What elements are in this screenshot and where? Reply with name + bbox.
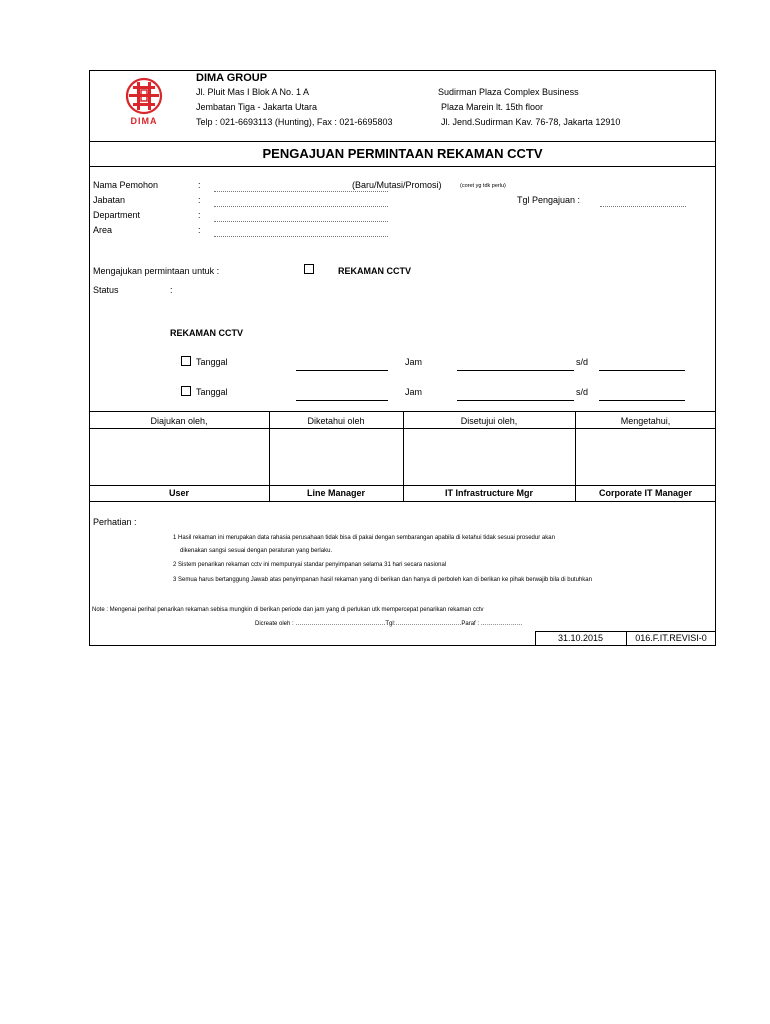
- colon: :: [198, 225, 201, 235]
- sig-role-line-manager: Line Manager: [306, 488, 365, 498]
- note-item-2: 2 Sistem penarikan rekaman cctv ini mempunyai standar penyimpanan selama 31 hari secara nasional: [173, 562, 447, 568]
- rekaman-cctv-option: REKAMAN CCTV: [338, 266, 411, 276]
- address-right-3: Jl. Jend.Sudirman Kav. 76-78, Jakarta 12910: [441, 117, 621, 127]
- jam-field-1[interactable]: [457, 370, 574, 371]
- footer-doc-code: 016.F.IT.REVISI-0: [635, 633, 707, 643]
- dicreate-line: Dicreate oleh : ………………………………………Tgl:……………………………Paraf : …………………: [255, 621, 523, 627]
- colon: :: [198, 195, 201, 205]
- address-right-2: Plaza Marein lt. 15th floor: [441, 102, 544, 112]
- nama-pemohon-field[interactable]: [214, 191, 388, 192]
- page-title: PENGAJUAN PERMINTAAN REKAMAN CCTV: [262, 146, 543, 161]
- label-tanggal-1: Tanggal: [196, 357, 228, 367]
- company-name: DIMA GROUP: [196, 72, 268, 84]
- status-colon: :: [170, 285, 173, 295]
- colon: :: [198, 180, 201, 190]
- sd-field-2[interactable]: [599, 400, 685, 401]
- label-jabatan: Jabatan: [93, 195, 126, 205]
- note-item-1-cont: dikenakan sangsi sesuai dengan peraturan yang berlaku.: [180, 548, 333, 554]
- label-status: Status: [93, 285, 119, 295]
- title-divider: [89, 166, 716, 167]
- address-right-1: Sudirman Plaza Complex Business: [438, 87, 579, 97]
- label-jam-1: Jam: [405, 357, 423, 367]
- label-tanggal-2: Tanggal: [196, 387, 228, 397]
- address-left-1: Jl. Pluit Mas I Blok A No. 1 A: [196, 87, 310, 97]
- sig-header-diketahui: Diketahui oleh: [307, 416, 365, 426]
- label-sd-2: s/d: [576, 387, 589, 397]
- tanggal-checkbox-1[interactable]: [181, 356, 191, 366]
- tanggal-checkbox-2[interactable]: [181, 386, 191, 396]
- rekaman-cctv-heading: REKAMAN CCTV: [170, 328, 243, 338]
- logo-text: DIMA: [130, 116, 158, 126]
- perhatian-label: Perhatian :: [93, 517, 137, 527]
- sd-field-1[interactable]: [599, 370, 685, 371]
- label-area: Area: [93, 225, 113, 235]
- area-field[interactable]: [214, 236, 388, 237]
- note-text: Note : Mengenai perihal penarikan rekaman sebisa mungkin di berikan periode dan jam yang di perlukan utk mempercepat penarikan rekaman cctv: [92, 607, 484, 613]
- coret-note: (coret yg tdk perlu): [460, 183, 506, 189]
- sig-header-disetujui: Disetujui oleh,: [460, 416, 518, 426]
- colon: :: [198, 210, 201, 220]
- jabatan-field[interactable]: [214, 206, 388, 207]
- label-nama-pemohon: Nama Pemohon: [93, 180, 159, 190]
- sig-role-it-infra: IT Infrastructure Mgr: [444, 488, 533, 498]
- sig-header-diajukan: Diajukan oleh,: [150, 416, 208, 426]
- label-department: Department: [93, 210, 141, 220]
- label-jam-2: Jam: [405, 387, 423, 397]
- rekaman-cctv-checkbox[interactable]: [304, 264, 314, 274]
- tanggal-field-2[interactable]: [296, 400, 388, 401]
- footer-date: 31.10.2015: [557, 633, 604, 643]
- address-left-2: Jembatan Tiga - Jakarta Utara: [196, 102, 318, 112]
- sig-header-mengetahui: Mengetahui,: [620, 416, 671, 426]
- label-mengajukan: Mengajukan permintaan untuk :: [93, 266, 220, 276]
- sig-role-corporate-it: Corporate IT Manager: [598, 488, 692, 498]
- sig-bottom-border: [89, 501, 716, 502]
- sig-role-user: User: [168, 488, 189, 498]
- note-item-1: 1 Hasil rekaman ini merupakan data rahasia perusahaan tidak bisa di pakai dengan sembarangan apabila di ketahui tidak sesuai prosedur akan: [173, 535, 555, 541]
- label-sd-1: s/d: [576, 357, 589, 367]
- tgl-pengajuan-field[interactable]: [600, 206, 686, 207]
- department-field[interactable]: [214, 221, 388, 222]
- jam-field-2[interactable]: [457, 400, 574, 401]
- label-tgl-pengajuan: Tgl Pengajuan :: [517, 195, 581, 205]
- baru-mutasi-promosi: (Baru/Mutasi/Promosi): [352, 180, 442, 190]
- header-divider: [89, 141, 716, 142]
- address-left-3: Telp : 021-6693113 (Hunting), Fax : 021-6695803: [196, 117, 393, 127]
- tanggal-field-1[interactable]: [296, 370, 388, 371]
- note-item-3: 3 Semua harus bertanggung Jawab atas penyimpanan hasil rekaman yang di berikan dan hanya di perboleh kan di berikan ke pihak berwajib bila di butuhkan: [173, 577, 592, 583]
